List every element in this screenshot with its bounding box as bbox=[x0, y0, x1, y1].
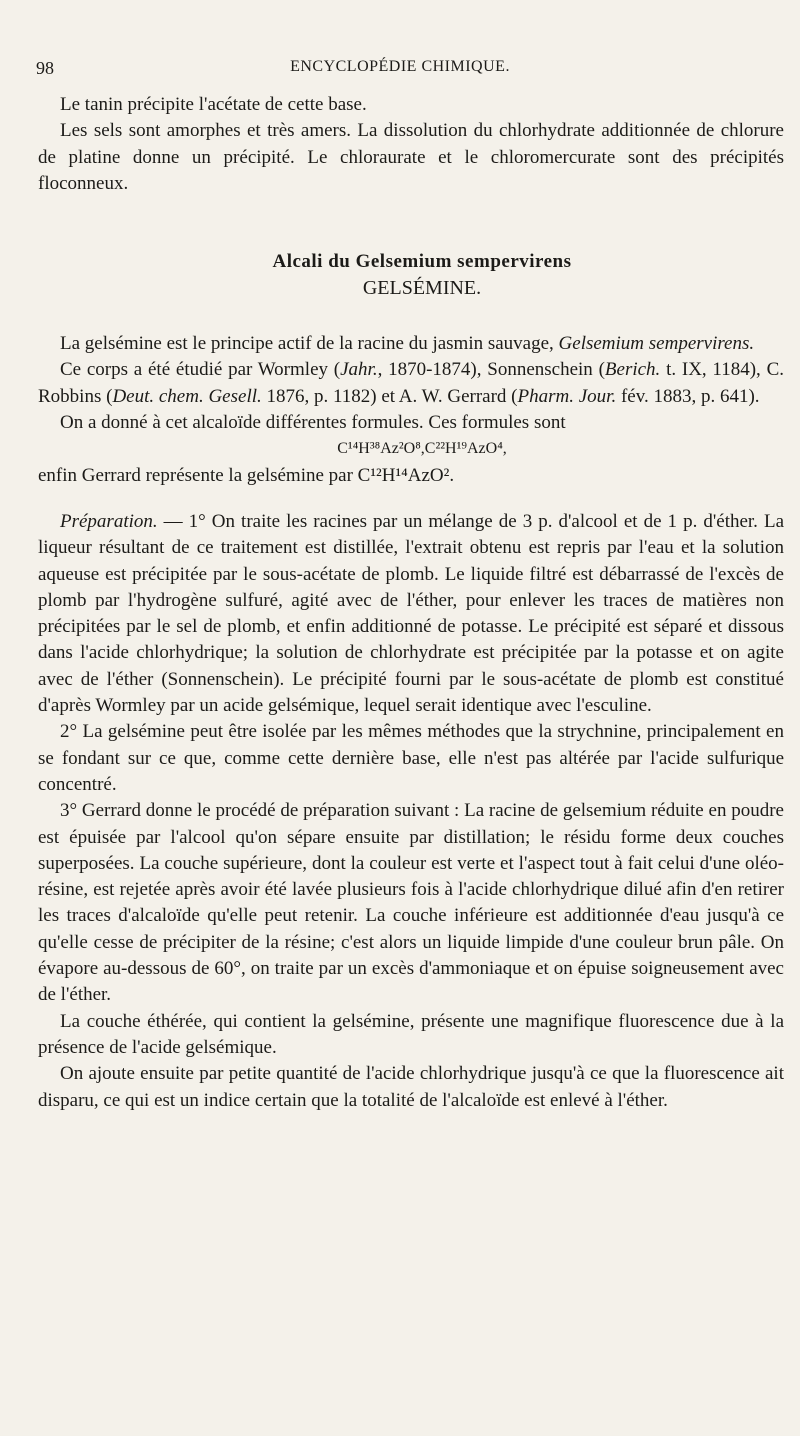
citation: Jahr. bbox=[340, 359, 378, 381]
page-number: 98 bbox=[36, 58, 54, 78]
text-run: La gelsémine est le principe actif de la racine du jasmin sauvage, bbox=[60, 333, 559, 355]
paragraph: Le tanin précipite l'acétate de cette base. bbox=[60, 94, 367, 115]
section-title: Alcali du Gelsemium sempervirens bbox=[272, 251, 572, 273]
paragraph: 3° Gerrard donne le procédé de préparation suivant : La racine de gelsemium réduite en poudre est épuisée par l'alcool qu'on sépare ensuite par distillation; le résidu forme deux couches superposées. La couche supérieure, dont la couleur est verte et l'aspect tout à fait celui d'une oléo-résine, est rejetée après avoir été lavée plusieurs fois à l'acide chlorhydrique dilué afin d'en retirer les traces d'alcaloïde qu'elle peut retenir. La couche inférieure est additionnée d'eau jusqu'à ce qu'elle cesse de précipiter de la résine; c'est alors un liquide limpide d'une couleur brun pâle. On évapore au-dessous de 60°, on traite par un excès d'ammoniaque et on épuise soigneusement avec de l'éther. bbox=[38, 800, 784, 1006]
paragraph bbox=[38, 357, 784, 410]
text-run: , 1870-1874), Sonnenschein ( bbox=[377, 359, 605, 381]
text-run: Ce corps a été étudié par Wormley ( bbox=[60, 359, 341, 381]
paragraph: 2° La gelsémine peut être isolée par les mêmes méthodes que la strychnine, principalement en se fondant sur ce que, comme cette dernière base, elle n'est pas altérée par l'acide sulfurique concentré. bbox=[38, 721, 784, 795]
section-label: Préparation. bbox=[60, 510, 158, 532]
citation: Berich. bbox=[604, 359, 661, 381]
section-subtitle: GELSÉMINE. bbox=[362, 277, 482, 300]
chemical-formula: C¹⁴H³⁸Az²O⁸,C²²H¹⁹AzO⁴, bbox=[337, 440, 507, 458]
paragraph: La couche éthérée, qui contient la gelsémine, présente une magnifique fluorescence due à la présence de l'acide gelsémique. bbox=[38, 1010, 784, 1058]
text-run: — 1° On traite les racines par un mélange de 3 p. d'alcool et de 1 p. d'éther. La liqueur résultant de ce traitement est distillée, l'extrait obtenu est repris par l'eau et la solution aqueuse est précipitée par le sous-acétate de plomb. Le liquide filtré est débarrassé de l'excès de plomb par l'hydrogène sulfuré, agité avec de l'éther, pour enlever les traces de matières non précipitées par le sel de plomb, et enfin additionné de potasse. Le précipité est séparé et dissous dans l'acide chlorhydrique; la solution de chlorhydrate est précipitée par la potasse et on agite avec de l'éther (Sonnenschein). Le précipité fourni par le sous-acétate de plomb est constitué d'après Wormley par un acide gelsémique, lequel serait identique avec l'esculine. bbox=[38, 510, 784, 717]
text-run: 1876, p. 1182) et A. W. Gerrard ( bbox=[261, 385, 518, 407]
citation: Deut. chem. Gesell. bbox=[112, 385, 262, 407]
paragraph: enfin Gerrard représente la gelsémine par C¹²H¹⁴AzO². bbox=[38, 464, 455, 486]
paragraph: Les sels sont amorphes et très amers. La dissolution du chlorhydrate additionnée de chlorure de platine donne un précipité. Le chloraurate et le chloromercurate sont des précipités floconneux. bbox=[38, 120, 784, 194]
paragraph: On a donné à cet alcaloïde différentes formules. Ces formules sont bbox=[60, 412, 566, 434]
page-body bbox=[38, 92, 784, 1114]
paragraph: On ajoute ensuite par petite quantité de l'acide chlorhydrique jusqu'à ce que la fluorescence ait disparu, ce qui est un indice certain que la totalité de l'alcaloïde est enlevé à l'éther. bbox=[38, 1063, 784, 1111]
text-run: fév. 1883, p. 641). bbox=[616, 385, 760, 407]
paragraph bbox=[38, 509, 784, 719]
citation: Pharm. Jour. bbox=[517, 385, 617, 407]
page-header bbox=[36, 58, 764, 84]
paragraph bbox=[38, 331, 784, 357]
running-title: ENCYCLOPÉDIE CHIMIQUE. bbox=[290, 58, 510, 75]
latin-name: Gelsemium sempervirens. bbox=[558, 333, 755, 355]
text-run: t. IX, 1184), C. Robbins ( bbox=[38, 359, 784, 407]
